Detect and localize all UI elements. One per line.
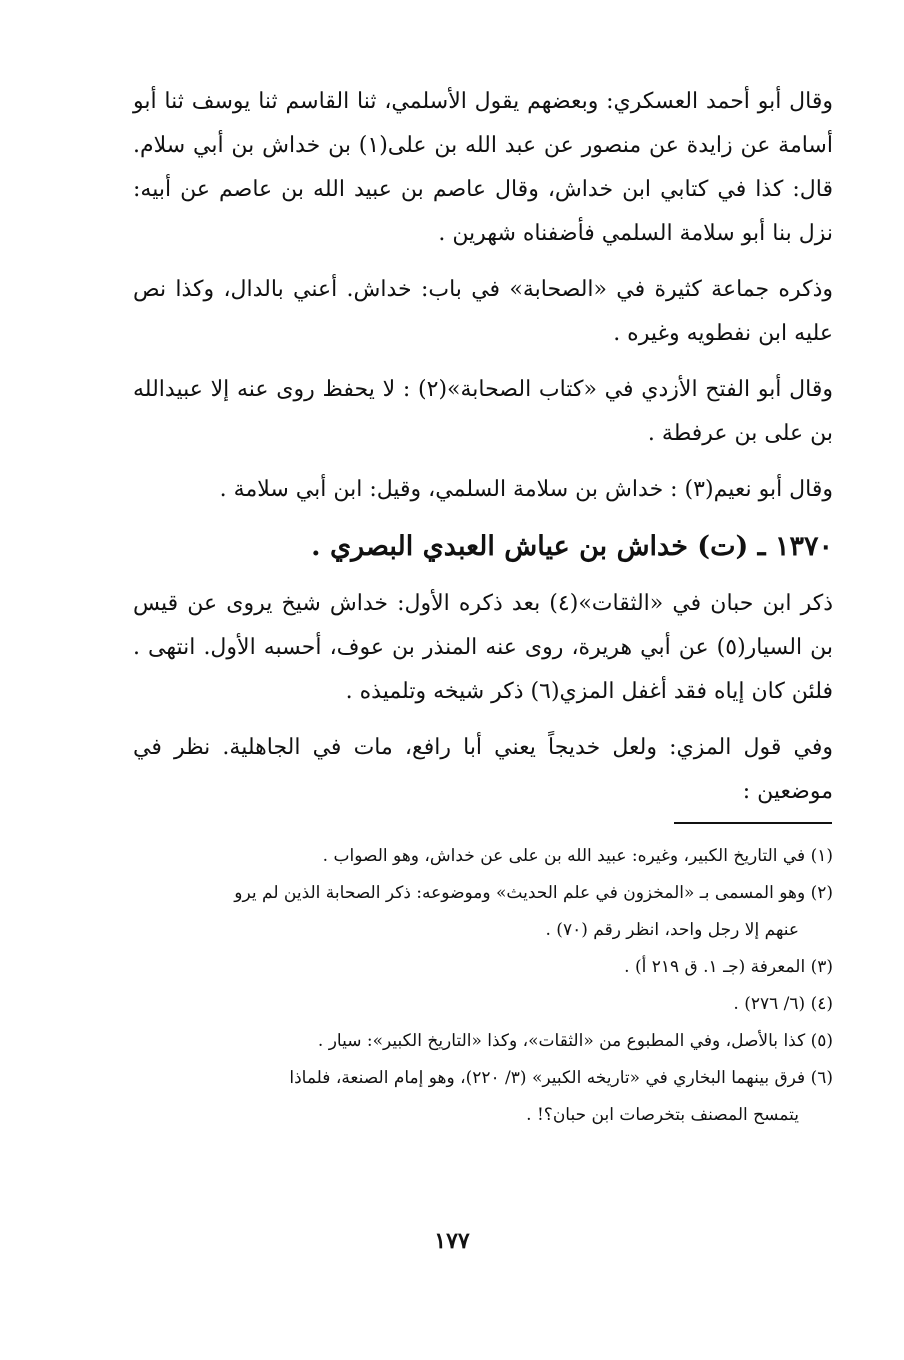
footnote-divider <box>674 822 832 824</box>
paragraph-abu-nuaim: وقال أبو نعيم(٣) : خداش بن سلامة السلمي، وقيل: ابن أبي سلامة . <box>219 477 833 502</box>
footnote-2-continuation: عنهم إلا رجل واحد، انظر رقم (٧٠) . <box>545 920 799 940</box>
paragraph-azdi: وقال أبو الفتح الأزدي في «كتاب الصحابة»(٢) : لا يحفظ روى عنه إلا عبيدالله بن على بن عرفطة . <box>133 377 833 446</box>
footnote-1: (١) في التاريخ الكبير، وغيره: عبيد الله بن على عن خداش، وهو الصواب . <box>322 846 833 866</box>
footnote-6: (٦) فرق بينهما البخاري في «تاريخه الكبير» (٣/ ٢٢٠)، وهو إمام الصنعة، فلماذا <box>289 1068 833 1088</box>
main-text <box>133 80 833 826</box>
paragraph-askari: وقال أبو أحمد العسكري: وبعضهم يقول الأسلمي، ثنا القاسم ثنا يوسف ثنا أبو أسامة عن زايدة عن منصور عن عبد الله بن على(١) بن خداش بن أبي سلام. قال: كذا في كتابي ابن خداش، وقال عاصم بن عبيد الله بن عاصم عن أبيه: نزل بنا أبو سلامة السلمي فأضفناه شهرين . <box>133 89 833 246</box>
page-number: ١٧٧ <box>434 1228 470 1254</box>
footnote-2: (٢) وهو المسمى بـ «المخزون في علم الحديث» وموضوعه: ذكر الصحابة الذين لم يرو <box>234 883 833 903</box>
entry-heading: ١٣٧٠ ـ (ت) خداش بن عياش العبدي البصري . <box>311 531 833 562</box>
paragraph-ibn-hibban: ذكر ابن حبان في «الثقات»(٤) بعد ذكره الأول: خداش شيخ يروى عن قيس بن السيار(٥) عن أبي هريرة، روى عنه المنذر بن عوف، أحسبه الأول. انتهى . فلئن كان إياه فقد أغفل المزي(٦) ذكر شيخه وتلميذه . <box>133 591 833 704</box>
footnote-6-continuation: يتمسح المصنف بتخرصات ابن حبان؟! . <box>526 1105 799 1125</box>
footnotes <box>133 838 833 1134</box>
paragraph-mizzi: وفي قول المزي: ولعل خديجاً يعني أبا رافع، مات في الجاهلية. نظر في موضعين : <box>133 735 833 804</box>
paragraph-sahaba: وذكره جماعة كثيرة في «الصحابة» في باب: خداش. أعني بالدال، وكذا نص عليه ابن نفطويه وغيره . <box>133 277 833 346</box>
footnote-4: (٤) (٦/ ٢٧٦) . <box>733 994 833 1014</box>
footnote-3: (٣) المعرفة (جـ ١. ق ٢١٩ أ) . <box>624 957 833 977</box>
footnote-5: (٥) كذا بالأصل، وفي المطبوع من «الثقات»، وكذا «التاريخ الكبير»: سيار . <box>317 1031 833 1051</box>
